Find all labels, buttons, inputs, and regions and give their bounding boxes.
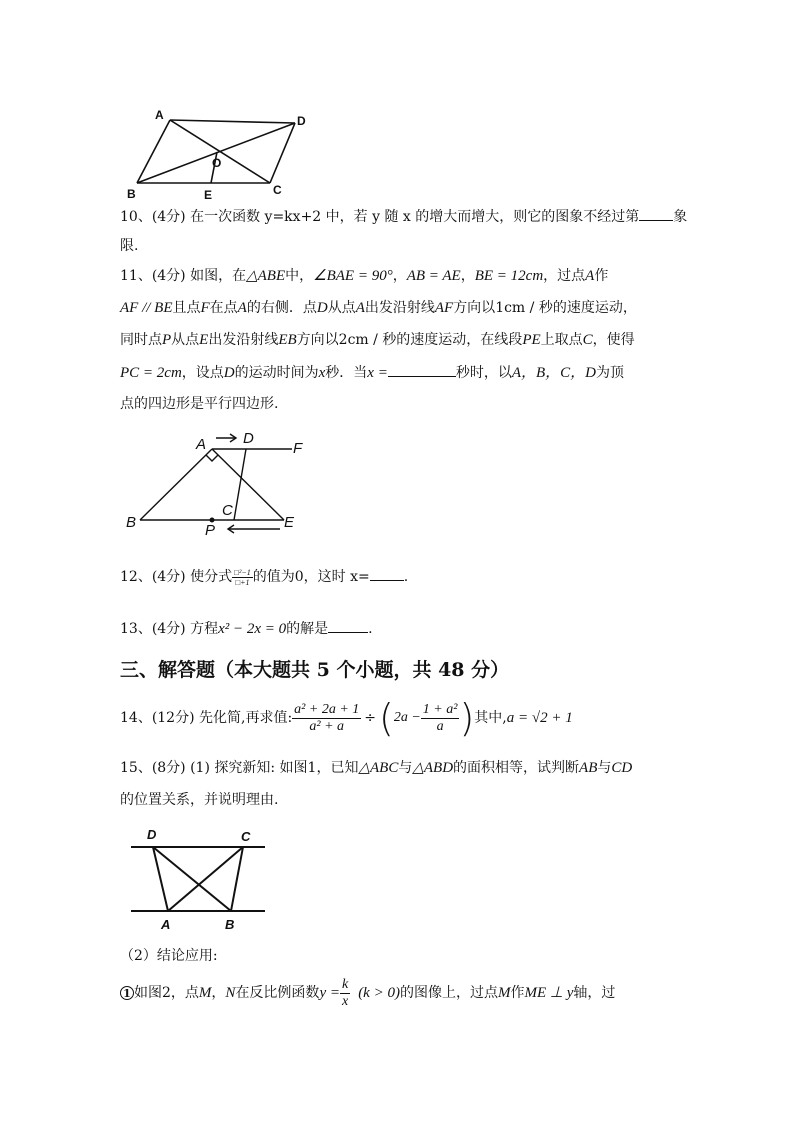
q15-line2: 的位置关系，并说明理由. <box>120 792 279 808</box>
q11-line4: PC = 2cm，设点D的运动时间为x秒．当x = 秒时，以A，B，C，D为顶 <box>120 362 624 383</box>
segment-db <box>153 847 231 911</box>
label-a: A <box>155 108 164 122</box>
q10-line2: 限. <box>120 238 139 254</box>
figure-trapezoid <box>125 825 275 935</box>
q12-fraction: $\frac{\text{□²−1}}{□+1}$ <box>234 567 251 587</box>
label-o: O <box>212 156 222 170</box>
circled-number: 1 <box>120 986 134 1000</box>
label-f: F <box>293 440 303 457</box>
label-a: A <box>161 917 171 932</box>
label-b: B <box>225 917 235 932</box>
q15-part2-line1: 1 如图2，点 M ， N 在反比例函数 y = $\frac{k}{x}$ (k > 0) 的图像上，过点 M 作 ME ⊥ y 轴，过 <box>120 975 615 1011</box>
segment-ab <box>140 449 212 520</box>
figure-parallelogram <box>125 105 325 205</box>
q13: 13、(4分) 方程x² − 2x = 0的解是 . <box>120 618 373 639</box>
label-c: C <box>241 829 251 844</box>
q12: 12、(4分) 使分式 $\frac{\text{□²−1}}{□+1}$ 的值为0，这时 x= . <box>120 567 409 587</box>
label-c: C <box>222 502 233 519</box>
edge-dc <box>270 123 295 183</box>
label-a: A <box>196 436 207 453</box>
q14-fraction-2: $\frac{\text{1 + a²}}{a}$ <box>422 701 458 734</box>
q10-line1: 10、(4分) 在一次函数 y=kx+2 中，若 y 随 x 的增大而增大，则它的图象不经过第 象 <box>120 206 687 227</box>
label-p: P <box>205 522 216 539</box>
edge-ab <box>137 120 170 183</box>
q14: 14、(12分) 先化简,再求值: $\frac{\text{a² + 2a + 1}}{\text{a² + a}}$ ÷ ( 2a − $\frac{\text{1 + a²}}{a}$ ) 其中, a = √2 + 1 <box>120 696 573 740</box>
figure-triangle <box>120 425 320 540</box>
section-heading: 三、解答题（本大题共 5 个小题，共 48 分） <box>120 659 510 681</box>
label-d: D <box>147 827 157 842</box>
q15-fraction: $\frac{k}{x}$ <box>341 976 349 1009</box>
q11-line3: 同时点P从点E出发沿射线EB方向以2cm / 秒的速度运动，在线段PE上取点C，使得 <box>120 332 635 348</box>
q11-line2: AF // BE且点F在点A的右侧．点D从点A出发沿射线AF方向以1cm / 秒的速度运动， <box>120 300 637 316</box>
label-d: D <box>243 430 254 447</box>
right-paren: ) <box>459 696 475 740</box>
label-b: B <box>126 514 137 531</box>
label-c: C <box>273 183 282 197</box>
q15-line1: 15、(8分) (1) 探究新知: 如图1，已知△ABC与△ABD的面积相等，试判断AB与CD <box>120 760 633 776</box>
segment-ca <box>168 847 243 911</box>
right-angle-mark <box>206 455 218 461</box>
q11-line1: 11、(4分) 如图，在△ABE中，∠BAE = 90°，AB = AE，BE = 12cm，过点A作 <box>120 268 609 284</box>
q11-line5: 点的四边形是平行四边形. <box>120 396 279 412</box>
label-b: B <box>127 187 136 201</box>
edge-ad <box>170 120 295 123</box>
left-paren: ( <box>379 696 394 740</box>
label-d: D <box>297 114 306 128</box>
label-e: E <box>204 188 213 202</box>
q14-fraction-1: $\frac{\text{a² + 2a + 1}}{\text{a² + a}}$ <box>294 701 360 734</box>
q15-part2-title: （2）结论应用: <box>120 948 218 964</box>
segment-dc <box>234 449 246 520</box>
label-e: E <box>284 514 295 531</box>
